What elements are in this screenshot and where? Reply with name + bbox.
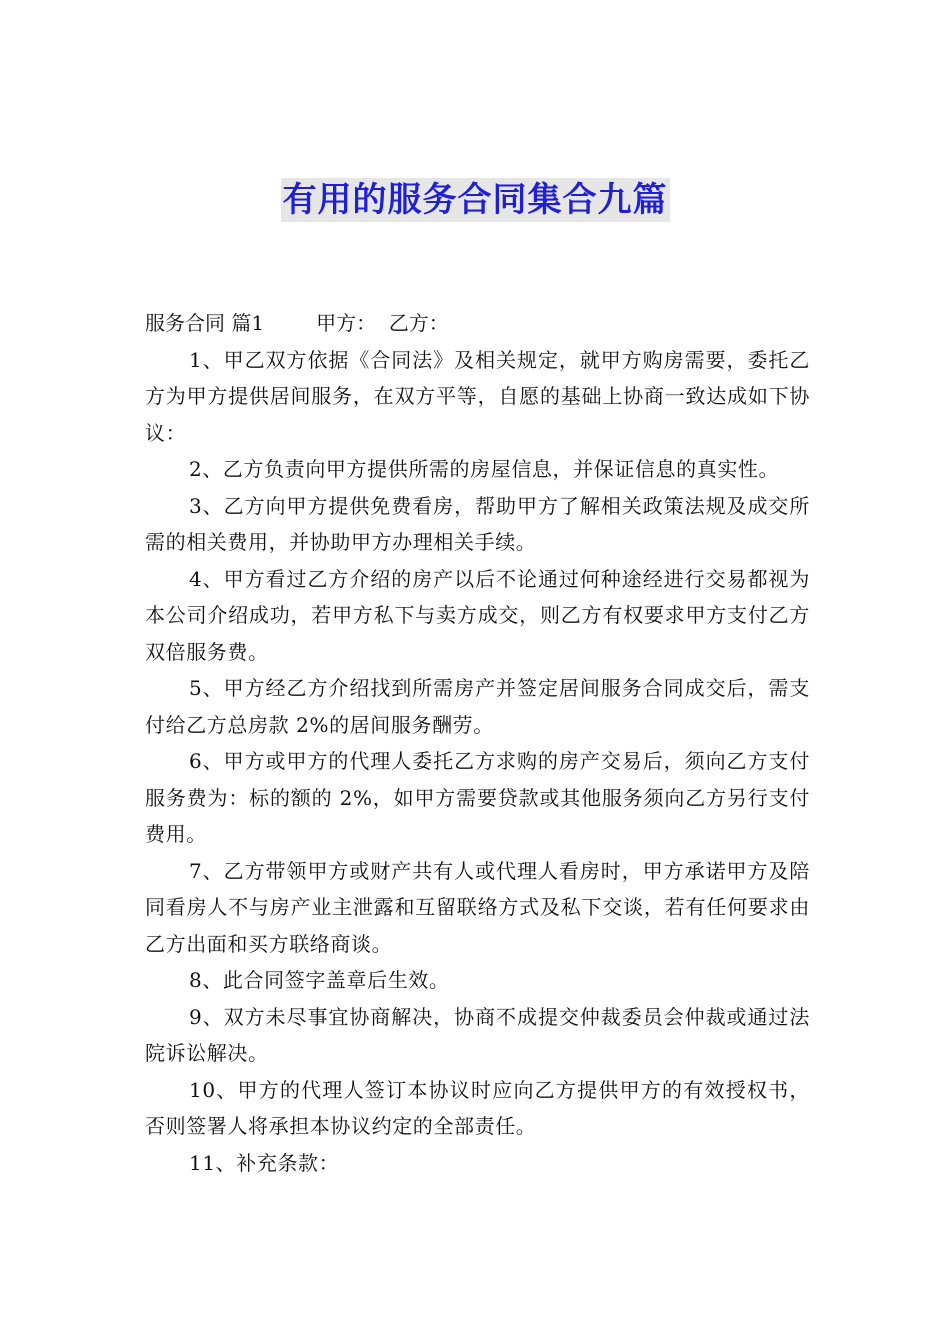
section-heading — [145, 305, 810, 342]
clause-10: 10、甲方的代理人签订本协议时应向乙方提供甲方的有效授权书，否则签署人将承担本协议约定的全部责任。 — [145, 1077, 810, 1138]
party-b-label: 乙方： — [388, 311, 449, 335]
clause-9: 9、双方未尽事宜协商解决，协商不成提交仲裁委员会仲裁或通过法院诉讼解决。 — [145, 1004, 810, 1065]
document-body — [145, 305, 810, 1181]
clause-4: 4、甲方看过乙方介绍的房产以后不论通过何种途经进行交易都视为本公司介绍成功，若甲方私下与卖方成交，则乙方有权要求甲方支付乙方双倍服务费。 — [145, 566, 810, 664]
clause-6: 6、甲方或甲方的代理人委托乙方求购的房产交易后，须向乙方支付服务费为：标的额的 2%，如甲方需要贷款或其他服务须向乙方另行支付费用。 — [145, 749, 810, 846]
clause-2: 2、乙方负责向甲方提供所需的房屋信息，并保证信息的真实性。 — [189, 457, 780, 481]
party-a-label: 甲方： — [316, 311, 377, 335]
clause-7: 7、乙方带领甲方或财产共有人或代理人看房时，甲方承诺甲方及陪同看房人不与房产业主泄露和互留联络方式及私下交谈，若有任何要求由乙方出面和买方联络商谈。 — [145, 858, 810, 956]
clause-8: 8、此合同签字盖章后生效。 — [189, 968, 450, 992]
title-block — [0, 178, 950, 222]
section-label: 服务合同 篇1 — [145, 311, 265, 335]
clause-3: 3、乙方向甲方提供免费看房，帮助甲方了解相关政策法规及成交所需的相关费用，并协助甲方办理相关手续。 — [145, 493, 810, 554]
clause-5: 5、甲方经乙方介绍找到所需房产并签定居间服务合同成交后，需支付给乙方总房款 2%的居间服务酬劳。 — [145, 676, 810, 737]
clause-1: 1、甲乙双方依据《合同法》及相关规定，就甲方购房需要，委托乙方为甲方提供居间服务，在双方平等，自愿的基础上协商一致达成如下协议： — [145, 347, 810, 445]
clause-11: 11、补充条款： — [189, 1150, 340, 1175]
document-title: 有用的服务合同集合九篇 — [282, 180, 668, 220]
